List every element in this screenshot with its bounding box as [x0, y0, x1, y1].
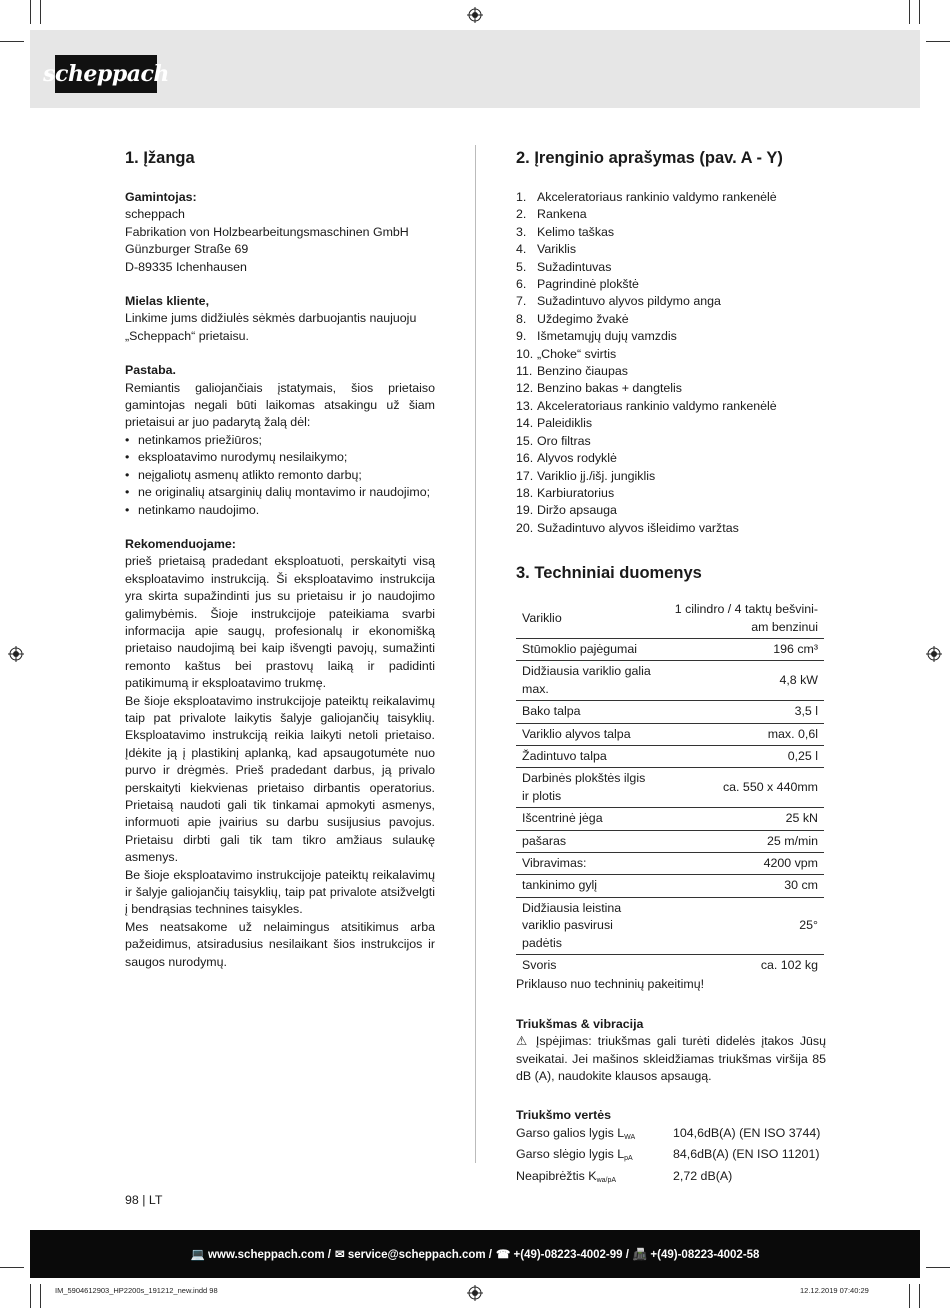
crop-mark: [40, 0, 41, 24]
table-row: [516, 745, 824, 767]
part-item: [516, 450, 826, 467]
manufacturer-address: [125, 206, 435, 276]
registration-mark-icon: [467, 1285, 483, 1301]
website-link[interactable]: 💻 www.scheppach.com /: [190, 1249, 331, 1261]
noise-label-text: Neapibrėžtis K: [516, 1168, 597, 1183]
part-label: Išmetamųjų dujų vamzdis: [537, 329, 677, 344]
part-number: 14.: [516, 416, 534, 431]
list-item: • eksploatavimo nurodymų nesilaikymo;: [125, 449, 435, 466]
crop-mark: [926, 41, 950, 42]
part-number: 6.: [516, 277, 527, 292]
spec-table: [516, 599, 824, 976]
noise-value-label: [516, 1125, 673, 1146]
part-number: 12.: [516, 381, 534, 396]
part-item: [516, 346, 826, 363]
part-label: Variklis: [537, 242, 577, 257]
spec-key: Variklio: [516, 599, 658, 638]
part-item: [516, 398, 826, 415]
spec-key: Darbinės plokštės ilgis ir plotis: [516, 768, 658, 808]
part-label: Pagrindinė plokštė: [537, 277, 639, 292]
spec-value: ca. 550 x 440mm: [658, 768, 824, 808]
table-row: [516, 853, 824, 875]
noise-value: 84,6dB(A) (EN ISO 11201): [673, 1147, 820, 1162]
note-list: [125, 432, 435, 519]
crop-mark: [909, 0, 910, 24]
noise-warning: ⚠ Įspėjimas: triukšmas gali turėti didelės įtakos Jūsų sveikatai. Jei mašinos skleidžiamas triukšmas viršija 85 dB (A), naudokite klausos apsaugą.: [516, 1034, 826, 1084]
spec-value: 1 cilindro / 4 taktų bešvini-am benzinui: [658, 599, 824, 638]
noise-title: Triukšmas & vibracija: [516, 1016, 644, 1031]
spec-value: 4200 vpm: [658, 853, 824, 875]
column-divider: [475, 145, 476, 1163]
registration-mark-icon: [926, 646, 942, 662]
part-label: Benzino bakas + dangtelis: [537, 381, 683, 396]
registration-mark-icon: [467, 7, 483, 23]
part-label: Benzino čiaupas: [537, 364, 628, 379]
table-row: [516, 661, 824, 701]
manufacturer-title: Gamintojas:: [125, 190, 197, 204]
part-label: Akceleratoriaus rankinio valdymo rankenėlė: [537, 398, 777, 413]
part-item: [516, 224, 826, 241]
part-item: [516, 502, 826, 519]
crop-mark: [909, 1284, 910, 1308]
part-number: 10.: [516, 346, 534, 361]
address-line: Günzburger Straße 69: [125, 242, 249, 257]
spec-value: 0,25 l: [658, 745, 824, 767]
spec-key: Didžiausia variklio galia max.: [516, 661, 658, 701]
table-row: [516, 830, 824, 852]
crop-mark: [30, 1284, 31, 1308]
part-item: [516, 485, 826, 502]
phone-number: ☎ +(49)-08223-4002-99 /: [496, 1249, 629, 1261]
table-row: [516, 701, 824, 723]
spec-key: Svoris: [522, 958, 557, 973]
part-label: Rankena: [537, 207, 587, 222]
list-item: • ne originalių atsarginių dalių montavimo ir naudojimo;: [125, 484, 435, 501]
spec-value: 25 kN: [658, 808, 824, 830]
part-item: [516, 433, 826, 450]
part-item: [516, 415, 826, 432]
noise-label-text: Garso galios lygis L: [516, 1125, 625, 1140]
part-label: Kelimo taškas: [537, 224, 615, 239]
spec-key: Vibravimas:: [516, 853, 658, 875]
noise-values-title: Triukšmo vertės: [516, 1108, 612, 1123]
part-number: 4.: [516, 242, 527, 257]
part-item: [516, 363, 826, 380]
part-number: 3.: [516, 224, 527, 239]
spec-key: Bako talpa: [516, 701, 658, 723]
part-label: Sužadintuvo alyvos pildymo anga: [537, 294, 721, 309]
spec-value: 196 cm³: [658, 638, 824, 660]
part-number: 18.: [516, 485, 534, 500]
part-number: 9.: [516, 329, 527, 344]
spec-key: Stūmoklio pajėgumai: [516, 638, 658, 660]
list-item: • netinkamo naudojimo.: [125, 502, 435, 519]
spec-value: 3,5 l: [658, 701, 824, 723]
noise-value: 2,72 dB(A): [673, 1168, 733, 1183]
list-item: • neįgaliotų asmenų atlikto remonto darbų;: [125, 467, 435, 484]
part-item: [516, 468, 826, 485]
spec-key: Žadintuvo talpa: [516, 745, 658, 767]
part-number: 5.: [516, 259, 527, 274]
crop-mark: [0, 1267, 24, 1268]
section-title-description: 2. Įrenginio aprašymas (pav. A - Y): [516, 149, 783, 167]
part-number: 8.: [516, 311, 527, 326]
part-item: [516, 311, 826, 328]
address-line: Fabrikation von Holzbearbeitungsmaschinen GmbH: [125, 224, 409, 239]
part-label: „Choke“ svirtis: [537, 346, 617, 361]
table-row: [516, 955, 824, 977]
email-link[interactable]: ✉ service@scheppach.com /: [334, 1249, 492, 1261]
crop-mark: [30, 0, 31, 24]
part-number: 11.: [516, 364, 533, 379]
spec-key: tankinimo gylį: [516, 875, 658, 897]
right-column: [516, 146, 826, 1189]
part-number: 13.: [516, 398, 534, 413]
page-number: 98 | LT: [125, 1193, 163, 1207]
file-slug: IM_5904612903_HP2200s_191212_new.indd 98: [55, 1286, 218, 1295]
dear-text: Linkime jums didžiulės sėkmės darbuojantis naujuoju „Scheppach“ prietaisu.: [125, 311, 417, 343]
part-number: 15.: [516, 433, 534, 448]
part-number: 16.: [516, 451, 534, 466]
noise-label-subscript: wa/pA: [596, 1176, 617, 1184]
noise-value-label: [516, 1146, 673, 1167]
crop-mark: [919, 0, 920, 24]
crop-mark: [926, 1267, 950, 1268]
recommend-paragraph: prieš prietaisą pradedant eksploatuoti, perskaityti visą eksploatavimo instrukciją. Ši eksploatavimo instrukcija yra skirta supažindinti jus su prietaisu ir jo naudojimo galimybėmis. Šioje instrukcijoje pateikiama svarbi informacija apie saugų, profesionalų ir ekonomišką prietaiso naudojimą bei kaip išvengti pavojų, sumažinti remonto kaštus bei prastovų laiką ir padidinti patikimumą ir eksploatavimo trukmę.: [125, 554, 435, 691]
part-item: [516, 293, 826, 310]
table-row: [516, 875, 824, 897]
noise-values: [516, 1125, 826, 1189]
recommend-title: Rekomenduojame:: [125, 536, 236, 551]
parts-list: [516, 189, 826, 537]
section-title-intro: 1. Įžanga: [125, 149, 195, 167]
footer-contact-bar: [30, 1230, 920, 1278]
noise-value: 104,6dB(A) (EN ISO 3744): [673, 1125, 821, 1140]
table-row: [516, 599, 824, 638]
part-number: 20.: [516, 520, 534, 535]
recommend-paragraph: Be šioje eksploatavimo instrukcijoje pateiktų reikalavimų ir šalyje galiojančių taisyklių, taip pat privalote atsižvelgti į bendrąsias technines taisykles.: [125, 867, 435, 917]
spec-key: pašaras: [516, 830, 658, 852]
table-row: [516, 897, 824, 954]
part-label: Akceleratoriaus rankinio valdymo rankenėlė: [537, 190, 777, 204]
crop-mark: [919, 1284, 920, 1308]
dear-title: Mielas kliente,: [125, 294, 210, 309]
part-label: Uždegimo žvakė: [537, 311, 629, 326]
part-number: 2.: [516, 207, 527, 222]
part-label: Sužadintuvo alyvos išleidimo varžtas: [537, 520, 739, 535]
spec-value: 25°: [658, 897, 824, 954]
part-item: [516, 520, 826, 537]
print-timestamp: 12.12.2019 07:40:29: [800, 1286, 869, 1295]
left-column: [125, 146, 435, 971]
note-title: Pastaba.: [125, 363, 176, 378]
part-label: Karbiuratorius: [537, 485, 615, 500]
part-item: [516, 259, 826, 276]
section-title-technical: 3. Techniniai duomenys: [516, 564, 702, 583]
address-line: scheppach: [125, 207, 185, 222]
note-text: Remiantis galiojančiais įstatymais, šios prietaiso gamintojas negali būti laikomas atsakingu už šiam prietaisui ar juo padarytą žalą dėl:: [125, 380, 435, 430]
part-label: Alyvos rodyklė: [537, 451, 617, 466]
noise-label-text: Garso slėgio lygis L: [516, 1147, 625, 1162]
part-item: [516, 206, 826, 223]
crop-mark: [40, 1284, 41, 1308]
part-label: Sužadintuvas: [537, 259, 612, 274]
part-item: [516, 189, 826, 206]
spec-value: ca. 102 kg: [760, 958, 818, 973]
fax-number: 📠 +(49)-08223-4002-58: [632, 1249, 760, 1261]
part-number: 19.: [516, 503, 534, 518]
part-label: Oro filtras: [537, 433, 591, 448]
spec-key: Išcentrinė jėga: [516, 808, 658, 830]
recommend-paragraph: Be šioje eksploatavimo instrukcijoje pateiktų reikalavimų taip pat privalote laikytis šalyje galiojančių taisyklių. Eksploatavimo instrukciją reikia laikyti netoli prietaiso. Įdėkite ją į plastikinį aplanką, kad apsaugotumėte nuo purvo ir drėgmės. Prieš pradedant darbus, ją privalo perskaityti kiekvienas prietaiso dirbantis operatorius. Prietaisą naudoti gali tik tinkamai apmokyti asmenys, informuoti apie įvairius su darbu susijusius pavojus. Prietaisu dirbti gali tik tam tikro amžiaus sulaukę asmenys.: [125, 693, 435, 865]
part-number: 7.: [516, 294, 527, 309]
recommend-paragraph: Mes neatsakome už nelaimingus atsitikimus arba pažeidimus, atsiradusius nesilaikant šios instrukcijos ir saugos nurodymų.: [125, 919, 435, 969]
part-item: [516, 241, 826, 258]
table-row: [516, 638, 824, 660]
part-label: Paleidiklis: [537, 416, 593, 431]
spec-value: max. 0,6l: [658, 723, 824, 745]
spec-key: Didžiausia leistina variklio pasvirusi padėtis: [516, 897, 658, 954]
noise-value-label: [516, 1168, 673, 1189]
spec-value: 4,8 kW: [658, 661, 824, 701]
part-item: [516, 380, 826, 397]
list-item: • netinkamos priežiūros;: [125, 432, 435, 449]
part-item: [516, 328, 826, 345]
noise-label-subscript: WA: [624, 1133, 636, 1141]
part-item: [516, 276, 826, 293]
spec-note: Priklauso nuo techninių pakeitimų!: [516, 977, 705, 992]
table-row: [516, 768, 824, 808]
noise-label-subscript: pA: [624, 1155, 633, 1163]
table-row: [516, 723, 824, 745]
part-label: Variklio įj./išj. jungiklis: [537, 468, 656, 483]
spec-key: Variklio alyvos talpa: [516, 723, 658, 745]
crop-mark: [0, 41, 24, 42]
part-number: 17.: [516, 468, 534, 483]
part-label: Diržo apsauga: [537, 503, 617, 518]
part-number: 1.: [516, 190, 527, 204]
table-row: [516, 808, 824, 830]
spec-value: 25 m/min: [658, 830, 824, 852]
registration-mark-icon: [8, 646, 24, 662]
brand-logo: scheppach: [55, 55, 157, 93]
spec-value: 30 cm: [658, 875, 824, 897]
address-line: D-89335 Ichenhausen: [125, 259, 247, 274]
